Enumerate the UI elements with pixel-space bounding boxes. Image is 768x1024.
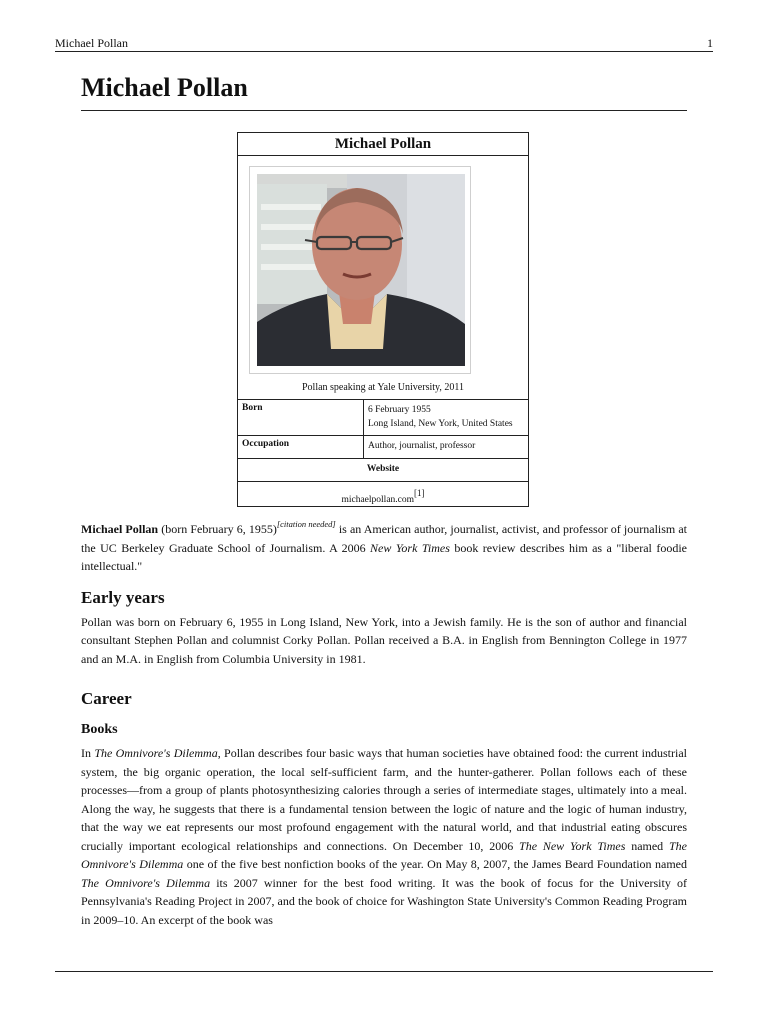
citation-needed[interactable]: [citation needed]: [276, 519, 336, 529]
books-paragraph: In The Omnivore's Dilemma, Pollan describes four basic ways that human societies have obtained food: the current industrial system, the big organic operation, the local self-sufficient farm, and the hunter-gatherer. Pollan follows each of these processes—from a group of plants photosynthesizing calories through a series of intermediate stages, ultimately into a meal. Along the way, he suggests that there is a fundamental tension between the logic of nature and the logic of human industry, that the way we eat represents our most profound engagement with the natural world, and that industrial eating obscures crucially important ecological relationships and connections. On December 10, 2006 The New York Times named The Omnivore's Dilemma one of the five best nonfiction books of the year. On May 8, 2007, the James Beard Foundation named The Omnivore's Dilemma its 2007 winner for the best food writing. It was the book of focus for the University of Pennsylvania's Reading Project in 2007, and the book of choice for Washington State University's Common Reading Program in 2009–10. An excerpt of the book was: [81, 746, 687, 927]
intro-paragraph: Michael Pollan (born February 6, 1955)[citation needed] is an American author, journalist, activist, and professor of journalism at the UC Berkeley Graduate School of Journalism. A 2006 New York Times book review describes him as a "liberal foodie intellectual.": [81, 519, 688, 573]
infobox-row-born: [238, 399, 528, 435]
intro-subject-name: Michael Pollan: [81, 522, 159, 536]
portrait-photo: [257, 174, 465, 366]
born-date: 6 February 1955: [368, 405, 431, 415]
running-head-title: Michael Pollan: [55, 36, 128, 50]
early-years-paragraph: Pollan was born on February 6, 1955 in Long Island, New York, into a Jewish family. He is the son of author and financial consultant Stephen Pollan and columnist Corky Pollan. Pollan received a B.A. in English from Bennington College in 1977 and an M.A. in English from Columbia University in 1981.: [81, 614, 687, 666]
infobox-title: Michael Pollan: [238, 133, 528, 156]
website-link[interactable]: michaelpollan.com: [341, 495, 415, 505]
header-rule: [55, 51, 713, 52]
born-label: Born: [238, 400, 364, 435]
page-number: 1: [707, 36, 713, 50]
footer-rule: [55, 971, 713, 972]
title-rule: [81, 110, 687, 111]
born-value: [364, 400, 528, 435]
page-title: Michael Pollan: [81, 73, 248, 102]
heading-early-years: Early years: [81, 587, 165, 607]
infobox-caption: Pollan speaking at Yale University, 2011: [301, 382, 465, 393]
born-place: Long Island, New York, United States: [368, 419, 513, 429]
occupation-label: Occupation: [238, 436, 364, 458]
infobox-row-occupation: [238, 435, 528, 458]
infobox: [237, 132, 529, 507]
infobox-photo-frame: [249, 166, 471, 374]
website-label: Website: [238, 458, 528, 481]
running-head: [55, 36, 713, 50]
article-body: [81, 515, 687, 929]
heading-career: Career: [81, 689, 132, 708]
infobox-row-website: [238, 481, 528, 506]
heading-books: Books: [81, 722, 118, 737]
website-ref[interactable]: [1]: [414, 488, 425, 498]
occupation-value: Author, journalist, professor: [368, 441, 476, 451]
